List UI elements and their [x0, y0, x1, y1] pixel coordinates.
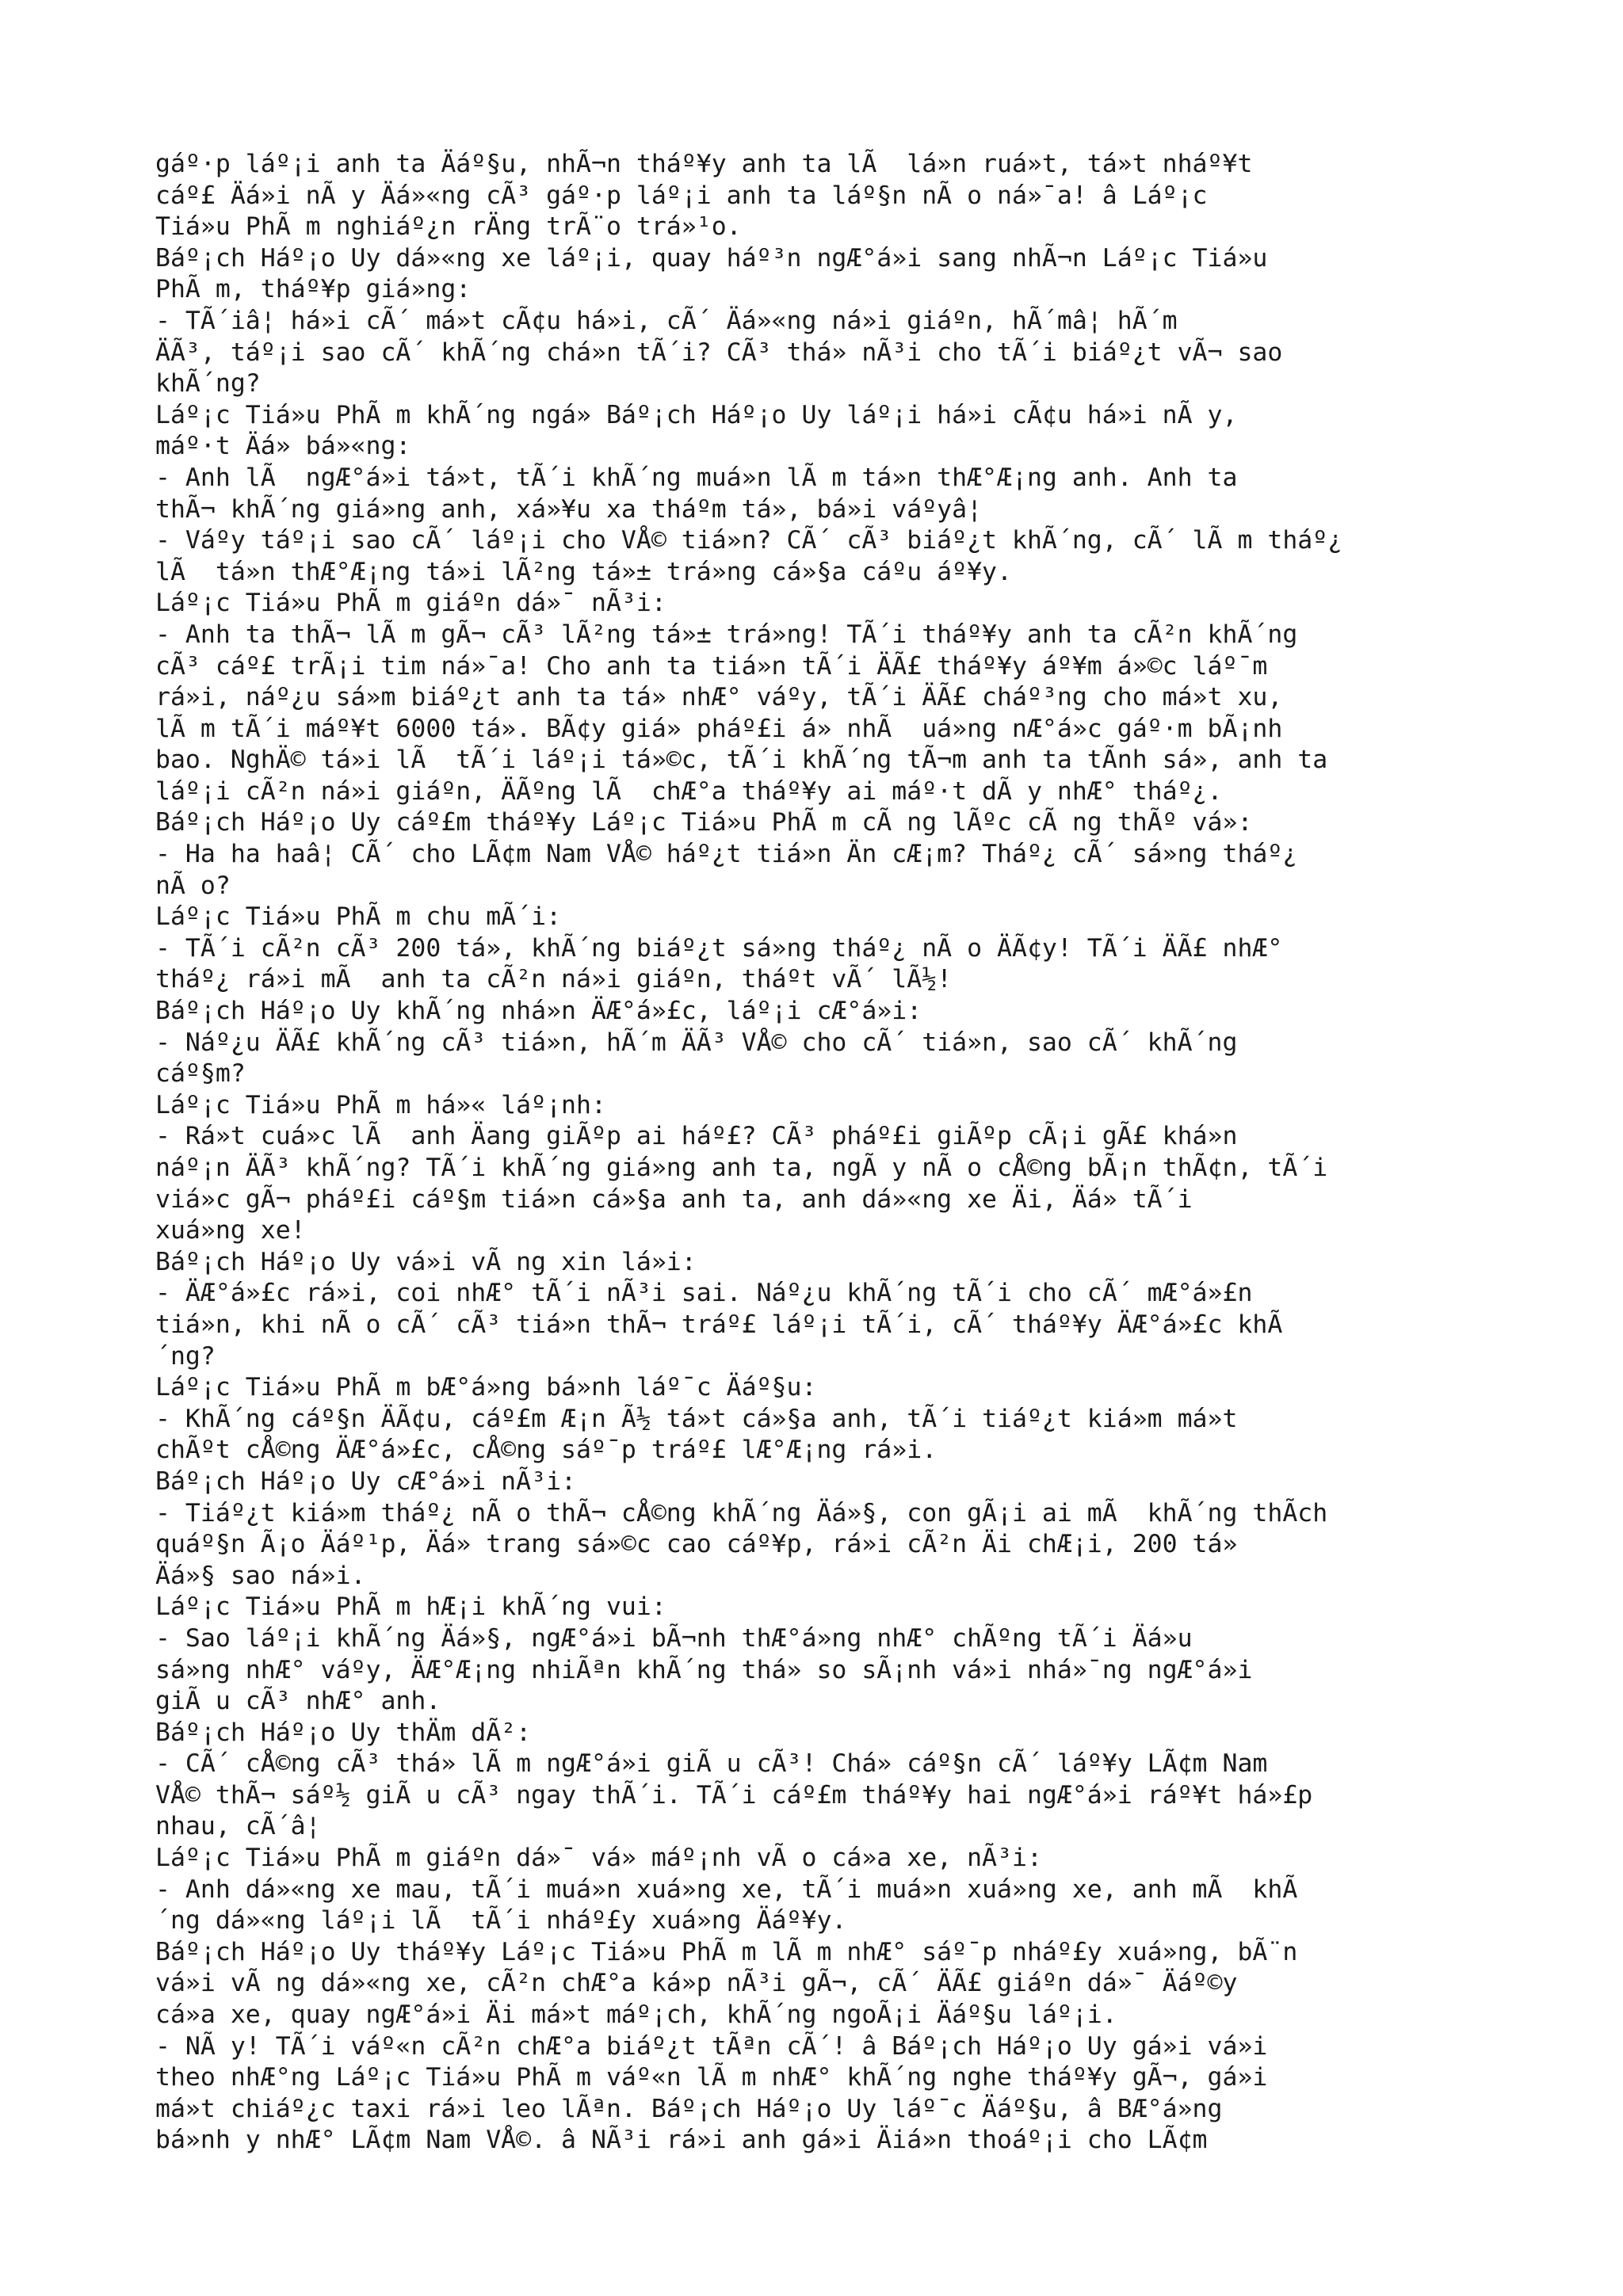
- text-line: Báº¡ch Háº¡o Uy tháº¥y Láº¡c Tiá»u PhÃ m lÃ m nhÆ° sáº¯p nháº£y xuá»ng, bÃ¨n: [155, 1937, 1298, 1966]
- text-line: sá»ng nhÆ° váºy, ÄÆ°Æ¡ng nhiÃªn khÃ´ng thá» so sÃ¡nh vá»i nhá»¯ng ngÆ°á»i: [155, 1655, 1253, 1684]
- text-line: Láº¡c Tiá»u PhÃ m chu mÃ´i:: [155, 902, 562, 932]
- text-line: Láº¡c Tiá»u PhÃ m khÃ´ng ngá» Báº¡ch Háº¡o Uy láº¡i há»i cÃ¢u há»i nÃ y,: [155, 400, 1238, 429]
- text-line: bao. NghÄ© tá»i lÃ tÃ´i láº¡i tá»©c, tÃ´i khÃ´ng tÃ¬m anh ta tÃnh sá», anh ta: [155, 746, 1328, 775]
- text-line: - Anh lÃ ngÆ°á»i tá»t, tÃ´i khÃ´ng muá»n lÃ m tá»n thÆ°Æ¡ng anh. Anh ta: [155, 463, 1238, 492]
- text-line: Báº¡ch Háº¡o Uy vá»i vÃ ng xin lá»i:: [155, 1247, 697, 1276]
- text-line: Báº¡ch Háº¡o Uy khÃ´ng nhá»n ÄÆ°á»£c, láº¡i cÆ°á»i:: [155, 997, 922, 1026]
- text-line: Äá»§ sao ná»i.: [155, 1561, 366, 1590]
- text-line: khÃ´ng?: [155, 369, 261, 399]
- text-line: gáº·p láº¡i anh ta Äáº§u, nhÃ¬n tháº¥y anh ta lÃ lá»n ruá»t, tá»t nháº¥t: [155, 150, 1253, 178]
- text-line: náº¡n ÄÃ³ khÃ´ng? TÃ´i khÃ´ng giá»ng anh ta, ngÃ y nÃ o cÅ©ng bÃ¡n thÃ¢n, tÃ´i: [155, 1154, 1328, 1182]
- text-line: - NÃ y! TÃ´i váº«n cÃ²n chÆ°a biáº¿t tÃªn cÃ´! â Báº¡ch Háº¡o Uy gá»i vá»i: [155, 2031, 1268, 2061]
- text-line: - Tiáº¿t kiá»m tháº¿ nÃ o thÃ¬ cÅ©ng khÃ´ng Äá»§, con gÃ¡i ai mÃ khÃ´ng thÃch: [155, 1498, 1328, 1527]
- text-line: tiá»n, khi nÃ o cÃ´ cÃ³ tiá»n thÃ¬ tráº£ láº¡i tÃ´i, cÃ´ tháº¥y ÄÆ°á»£c khÃ: [155, 1310, 1283, 1339]
- text-line: tháº¿ rá»i mÃ anh ta cÃ²n ná»i giáºn, tháºt vÃ´ lÃ½!: [155, 965, 953, 994]
- text-line: lÃ tá»n thÆ°Æ¡ng tá»i lÃ²ng tá»± trá»ng cá»§a cáºu áº¥y.: [155, 557, 1012, 586]
- text-line: - Sao láº¡i khÃ´ng Äá»§, ngÆ°á»i bÃ¬nh thÆ°á»ng nhÆ° chÃºng tÃ´i Äá»u: [155, 1623, 1193, 1653]
- text-line: - Váºy táº¡i sao cÃ´ láº¡i cho VÅ© tiá»n? CÃ´ cÃ³ biáº¿t khÃ´ng, cÃ´ lÃ m tháº¿: [155, 526, 1343, 555]
- text-line: - ÄÆ°á»£c rá»i, coi nhÆ° tÃ´i nÃ³i sai. Náº¿u khÃ´ng tÃ´i cho cÃ´ mÆ°á»£n: [155, 1279, 1253, 1308]
- text-line: Báº¡ch Háº¡o Uy cÆ°á»i nÃ³i:: [155, 1466, 577, 1496]
- text-line: cáº£ Äá»i nÃ y Äá»«ng cÃ³ gáº·p láº¡i anh ta láº§n nÃ o ná»¯a! â Láº¡c: [155, 181, 1208, 210]
- text-line: Tiá»u PhÃ m nghiáº¿n rÄng trÃ¨o trá»¹o.: [155, 212, 742, 242]
- text-line: Báº¡ch Háº¡o Uy thÄm dÃ²:: [155, 1718, 532, 1747]
- text-line: ´ng?: [155, 1341, 216, 1371]
- text-line: - TÃ´iâ¦ há»i cÃ´ má»t cÃ¢u há»i, cÃ´ Äá»«ng ná»i giáºn, hÃ´mâ¦ hÃ´m: [155, 306, 1178, 335]
- text-line: vá»i vÃ ng dá»«ng xe, cÃ²n chÆ°a ká»p nÃ³i gÃ¬, cÃ´ ÄÃ£ giáºn dá»¯ Äáº©y: [155, 1969, 1238, 1998]
- text-line: - Anh dá»«ng xe mau, tÃ´i muá»n xuá»ng xe, tÃ´i muá»n xuá»ng xe, anh mÃ khÃ: [155, 1875, 1298, 1904]
- text-line: theo nhÆ°ng Láº¡c Tiá»u PhÃ m váº«n lÃ m nhÆ° khÃ´ng nghe tháº¥y gÃ¬, gá»i: [155, 2063, 1268, 2092]
- text-line: cÃ³ cáº£ trÃ¡i tim ná»¯a! Cho anh ta tiá»n tÃ´i ÄÃ£ tháº¥y áº¥m á»©c láº¯m: [155, 651, 1268, 681]
- text-line: rá»i, náº¿u sá»m biáº¿t anh ta tá» nhÆ° váºy, tÃ´i ÄÃ£ cháº³ng cho má»t xu,: [155, 683, 1283, 712]
- text-line: Láº¡c Tiá»u PhÃ m bÆ°á»ng bá»nh láº¯c Äáº§u:: [155, 1373, 817, 1402]
- text-line: - Rá»t cuá»c lÃ anh Äang giÃºp ai háº£? CÃ³ pháº£i giÃºp cÃ¡i gÃ£ khá»n: [155, 1122, 1238, 1151]
- text-line: nhau, cÃ´â¦: [155, 1812, 321, 1841]
- text-line: láº¡i cÃ²n ná»i giáºn, ÄÃºng lÃ chÆ°a tháº¥y ai máº·t dÃ y nhÆ° tháº¿.: [155, 776, 1223, 806]
- text-line: - KhÃ´ng cáº§n ÄÃ¢u, cáº£m Æ¡n Ã½ tá»t cá»§a anh, tÃ´i tiáº¿t kiá»m má»t: [155, 1404, 1238, 1433]
- text-line: Báº¡ch Háº¡o Uy dá»«ng xe láº¡i, quay háº³n ngÆ°á»i sang nhÃ¬n Láº¡c Tiá»u: [155, 243, 1268, 273]
- text-line: cáº§m?: [155, 1059, 246, 1089]
- text-line: cá»a xe, quay ngÆ°á»i Äi má»t máº¡ch, khÃ´ng ngoÃ¡i Äáº§u láº¡i.: [155, 2000, 1117, 2030]
- text-line: má»t chiáº¿c taxi rá»i leo lÃªn. Báº¡ch Háº¡o Uy láº¯c Äáº§u, â BÆ°á»ng: [155, 2094, 1223, 2123]
- text-line: xuá»ng xe!: [155, 1216, 306, 1245]
- text-line: - Ha ha haâ¦ CÃ´ cho LÃ¢m Nam VÅ© háº¿t tiá»n Än cÆ¡m? Tháº¿ cÃ´ sá»ng tháº¿: [155, 840, 1298, 869]
- text-line: - CÃ´ cÅ©ng cÃ³ thá» lÃ m ngÆ°á»i giÃ u cÃ³! Chá» cáº§n cÃ´ láº¥y LÃ¢m Nam: [155, 1749, 1268, 1779]
- text-line: - Anh ta thÃ¬ lÃ m gÃ¬ cÃ³ lÃ²ng tá»± trá»ng! TÃ´i tháº¥y anh ta cÃ²n khÃ´ng: [155, 620, 1298, 649]
- text-line: Láº¡c Tiá»u PhÃ m hÆ¡i khÃ´ng vui:: [155, 1592, 666, 1622]
- text-line: lÃ m tÃ´i máº¥t 6000 tá». BÃ¢y giá» pháº£i á» nhÃ uá»ng nÆ°á»c gáº·m bÃ¡nh: [155, 714, 1283, 743]
- text-line: - TÃ´i cÃ²n cÃ³ 200 tá», khÃ´ng biáº¿t sá»ng tháº¿ nÃ o ÄÃ¢y! TÃ´i ÄÃ£ nhÆ°: [155, 933, 1283, 963]
- text-line: ÄÃ³, táº¡i sao cÃ´ khÃ´ng chá»n tÃ´i? CÃ³ thá» nÃ³i cho tÃ´i biáº¿t vÃ¬ sao: [155, 338, 1283, 367]
- text-line: viá»c gÃ¬ pháº£i cáº§m tiá»n cá»§a anh ta, anh dá»«ng xe Äi, Äá» tÃ´i: [155, 1184, 1193, 1214]
- text-line: chÃºt cÅ©ng ÄÆ°á»£c, cÅ©ng sáº¯p tráº£ lÆ°Æ¡ng rá»i.: [155, 1436, 938, 1465]
- text-line: quáº§n Ã¡o Äáº¹p, Äá» trang sá»©c cao cáº¥p, rá»i cÃ²n Äi chÆ¡i, 200 tá»: [155, 1530, 1238, 1559]
- text-line: VÅ© thÃ¬ sáº½ giÃ u cÃ³ ngay thÃ´i. TÃ´i cáº£m tháº¥y hai ngÆ°á»i ráº¥t há»£p: [155, 1780, 1313, 1810]
- text-line: Báº¡ch Háº¡o Uy cáº£m tháº¥y Láº¡c Tiá»u PhÃ m cÃ ng lÃºc cÃ ng thÃº vá»:: [155, 808, 1253, 837]
- text-line: Láº¡c Tiá»u PhÃ m giáºn dá»¯ nÃ³i:: [155, 589, 666, 618]
- text-line: - Náº¿u ÄÃ£ khÃ´ng cÃ³ tiá»n, hÃ´m ÄÃ³ VÅ© cho cÃ´ tiá»n, sao cÃ´ khÃ´ng: [155, 1028, 1238, 1057]
- text-line: Láº¡c Tiá»u PhÃ m giáºn dá»¯ vá» máº¡nh vÃ o cá»a xe, nÃ³i:: [155, 1844, 1042, 1873]
- text-line: Láº¡c Tiá»u PhÃ m há»« láº¡nh:: [155, 1090, 606, 1119]
- text-line: PhÃ m, tháº¥p giá»ng:: [155, 275, 472, 304]
- text-line: thÃ¬ khÃ´ng giá»ng anh, xá»¥u xa tháºm tá», bá»i váºyâ¦: [155, 494, 983, 524]
- text-line: bá»nh y nhÆ° LÃ¢m Nam VÅ©. â NÃ³i rá»i anh gá»i Äiá»n thoáº¡i cho LÃ¢m: [155, 2126, 1208, 2155]
- document-page: [155, 149, 1493, 2157]
- text-line: giÃ u cÃ³ nhÆ° anh.: [155, 1687, 441, 1716]
- text-line: máº·t Äá» bá»«ng:: [155, 432, 411, 461]
- text-line: nÃ o?: [155, 871, 231, 900]
- text-line: ´ng dá»«ng láº¡i lÃ tÃ´i nháº£y xuá»ng Äáº¥y.: [155, 1906, 847, 1936]
